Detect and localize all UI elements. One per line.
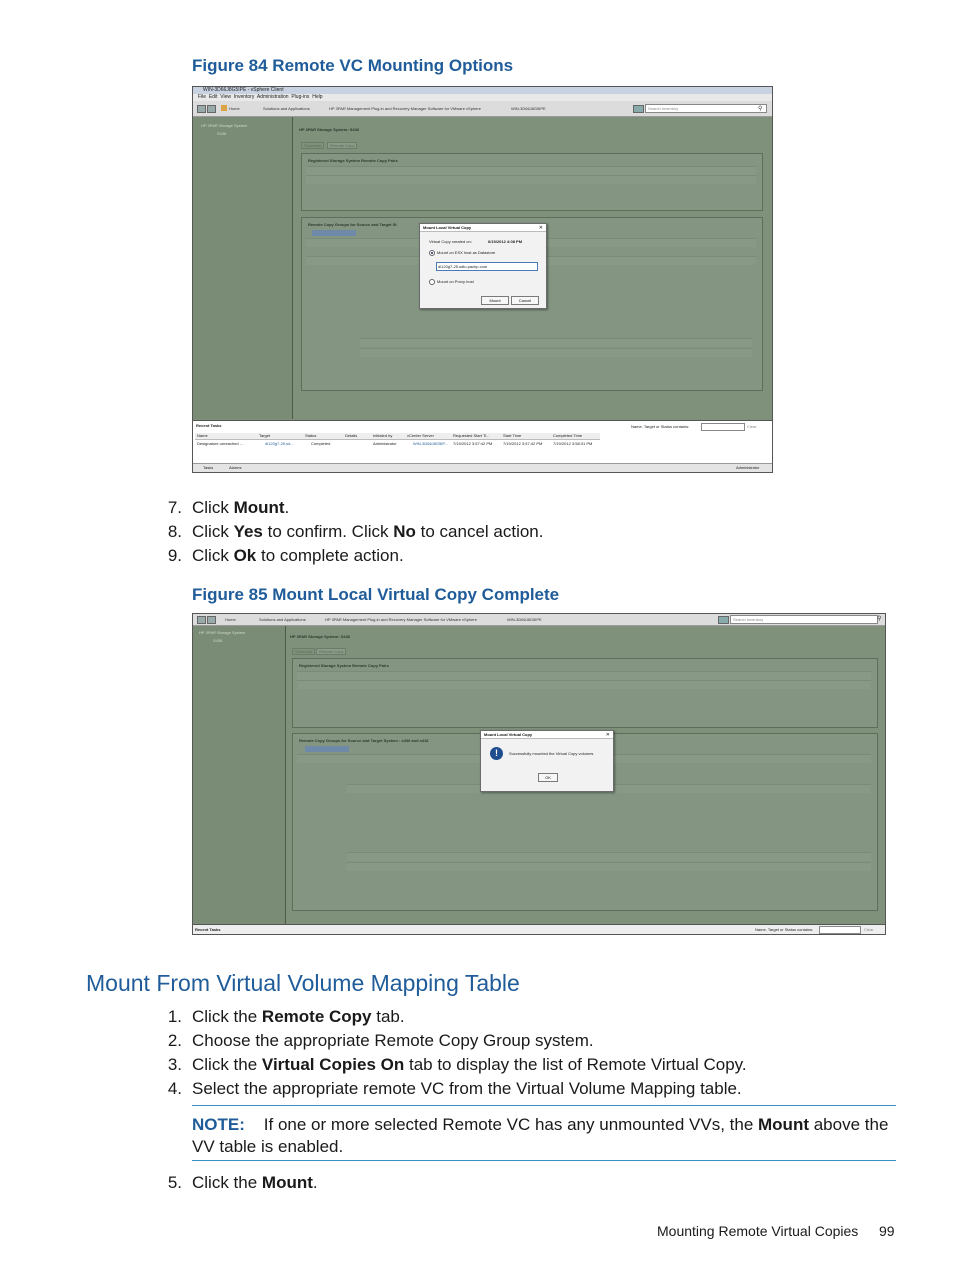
search-input[interactable]: Search Inventory <box>730 615 878 624</box>
step-bold: No <box>393 522 416 541</box>
menu-file[interactable]: File <box>198 94 207 100</box>
task-vcenter[interactable]: WIN-3D66J8G5IP... <box>413 441 448 446</box>
recent-tasks-pane <box>193 924 885 935</box>
section-heading: Mount From Virtual Volume Mapping Table <box>86 970 520 996</box>
step-text: . <box>312 1173 318 1192</box>
tree-item-s436[interactable]: S436 <box>217 131 227 136</box>
col-status[interactable]: Status <box>305 433 317 438</box>
step-text: Click <box>192 522 234 541</box>
note-label: NOTE: <box>192 1115 245 1134</box>
remote-copy-pairs-panel <box>292 658 878 728</box>
option-esx-host: Mount on ESX host as Datastore <box>437 250 496 255</box>
step-bold: Mount <box>233 498 285 517</box>
table-row[interactable] <box>347 852 871 861</box>
breadcrumb-server[interactable]: WIN-3D66J8G5IPE <box>507 617 542 622</box>
inventory-tree <box>193 117 293 419</box>
section-step-4 <box>156 1077 856 1101</box>
selected-group[interactable] <box>305 746 349 752</box>
table-row[interactable] <box>347 862 871 871</box>
forward-icon[interactable] <box>207 105 216 113</box>
task-requested: 7/19/2012 3:57:42 PM <box>453 441 493 446</box>
mount-local-vc-dialog <box>419 223 547 309</box>
status-bar <box>193 463 772 472</box>
home-icon <box>221 105 227 111</box>
note-text: above the <box>809 1115 889 1134</box>
step-bold: Mount <box>261 1173 313 1192</box>
recent-tasks-title: Recent Tasks <box>195 927 221 932</box>
status-user: Administrator <box>736 465 760 470</box>
menu-edit[interactable]: Edit <box>208 94 218 100</box>
breadcrumb-solutions[interactable]: Solutions and Applications <box>263 106 310 111</box>
breadcrumb-plugin[interactable]: HP 3PAR Management Plug-in and Recovery Manager Software for VMware vSphere <box>329 106 481 111</box>
task-status: Completed <box>311 441 331 446</box>
clear-link[interactable]: Clear <box>747 424 757 429</box>
task-initiator: Administrator <box>373 441 397 446</box>
breadcrumb-home[interactable]: Home <box>225 617 236 622</box>
section-step-3 <box>156 1053 856 1077</box>
step-number: 7. <box>167 498 182 517</box>
tree-item-storage-system[interactable]: HP 3PAR Storage System <box>199 630 246 635</box>
step-text: Choose the appropriate Remote Copy Group system. <box>192 1031 594 1050</box>
search-scope-icon[interactable] <box>633 105 644 113</box>
forward-icon[interactable] <box>207 616 216 624</box>
step-bold: Ok <box>233 546 257 565</box>
task-name: Designatore unreached ... <box>197 441 244 446</box>
menu-view[interactable]: View <box>220 94 231 100</box>
dialog-title: Mount Local Virtual Copy <box>481 731 613 739</box>
note-bold: Mount <box>758 1115 809 1134</box>
step-text: tab to display the list of Remote Virtual Copy. <box>404 1055 747 1074</box>
breadcrumb-solutions[interactable]: Solutions and Applications <box>259 617 306 622</box>
radio-esx-host[interactable] <box>429 250 435 256</box>
step-9 <box>156 544 756 568</box>
step-text: to cancel action. <box>415 522 544 541</box>
inventory-tree <box>193 626 286 924</box>
menu-plugins[interactable]: Plug-ins <box>291 94 310 100</box>
panel1-title: Registered Storage System Remote Copy Pairs <box>299 663 389 668</box>
search-icon[interactable]: ⚲ <box>877 616 882 622</box>
step-text: to confirm. Click <box>262 522 394 541</box>
recent-tasks-title: Recent Tasks <box>196 423 222 428</box>
table-row[interactable] <box>360 338 752 347</box>
step-bold: Remote Copy <box>261 1007 372 1026</box>
step-number: 5. <box>167 1173 182 1192</box>
filter-input[interactable] <box>819 926 861 934</box>
col-completed[interactable]: Completed Time <box>553 433 583 438</box>
task-completed: 7/19/2012 3:58:31 PM <box>553 441 593 446</box>
figure-85-screenshot <box>192 613 886 935</box>
selected-group[interactable] <box>312 230 356 236</box>
panel2-title: Remote Copy Groups for Source and Target System : s436 and s416 <box>299 738 429 743</box>
status-tasks[interactable]: Tasks <box>203 465 214 470</box>
step-text: Click <box>192 498 234 517</box>
filter-label: Name, Target or Status contains: <box>755 927 814 932</box>
status-alarms[interactable]: Alarms <box>229 465 242 470</box>
tab-summary[interactable]: Summary <box>301 142 324 149</box>
back-icon[interactable] <box>197 616 206 624</box>
menu-inventory[interactable]: Inventory <box>233 94 255 100</box>
panel1-title: Registered Storage System Remote Copy Pairs <box>308 158 398 163</box>
menu-bar <box>193 94 772 101</box>
info-icon: ! <box>490 747 503 760</box>
col-initiated-by[interactable]: Initiated by <box>373 433 393 438</box>
mount-complete-dialog <box>480 730 614 792</box>
table-row[interactable] <box>306 166 756 175</box>
col-requested[interactable]: Requested Start Ti... <box>453 433 490 438</box>
col-name[interactable]: Name <box>197 433 208 438</box>
page-number: 99 <box>879 1223 895 1239</box>
col-start[interactable]: Start Time <box>503 433 522 438</box>
step-8 <box>156 520 756 544</box>
tab-summary[interactable]: Summary <box>292 648 315 655</box>
tab-remote-copy[interactable]: Remote Copy <box>316 648 346 655</box>
window-title: WIN-3D66J8G5IPE - vSphere Client <box>193 87 772 94</box>
created-label: Virtual Copy created on: <box>429 239 472 244</box>
note-line-2: VV table is enabled. <box>192 1137 344 1156</box>
storage-header: HP 3PAR Storage System: S436 <box>290 634 351 639</box>
filter-input[interactable] <box>701 423 745 431</box>
search-input[interactable]: Search Inventory <box>645 104 767 113</box>
breadcrumb-server[interactable]: WIN-3D66J8G5IPE <box>511 106 546 111</box>
menu-administration[interactable]: Administration <box>256 94 289 100</box>
menu-help[interactable]: Help <box>312 94 323 100</box>
step-text: Click the <box>192 1055 262 1074</box>
toolbar <box>193 101 772 117</box>
col-details[interactable]: Details <box>345 433 358 438</box>
radio-proxy-host[interactable] <box>429 279 435 285</box>
step-number: 9. <box>167 546 182 565</box>
close-icon[interactable]: ✕ <box>538 225 543 231</box>
step-text: Click <box>192 546 234 565</box>
step-text: Click the <box>192 1173 262 1192</box>
note-box <box>192 1105 896 1161</box>
tree-item-s436[interactable]: S436 <box>213 638 223 643</box>
figure-85-caption: Figure 85 Mount Local Virtual Copy Complete <box>192 585 560 604</box>
step-text: Select the appropriate remote VC from the Virtual Volume Mapping table. <box>192 1079 742 1098</box>
section-step-1 <box>156 1005 856 1029</box>
clear-link[interactable]: Clear <box>864 927 874 932</box>
breadcrumb-plugin[interactable]: HP 3PAR Management Plug-in and Recovery Manager Software for VMware vSphere <box>325 617 477 622</box>
footer-chapter: Mounting Remote Virtual Copies <box>657 1223 859 1239</box>
note-text: If one or more selected Remote VC has any unmounted VVs, the <box>263 1115 759 1134</box>
step-text: . <box>284 498 290 517</box>
table-row[interactable] <box>195 441 600 447</box>
recent-tasks-pane <box>193 420 772 464</box>
tasks-header-row <box>195 433 600 440</box>
storage-header: HP 3PAR Storage System: S436 <box>299 127 360 132</box>
toolbar <box>193 614 885 626</box>
step-bold: Virtual Copies On <box>261 1055 405 1074</box>
step-number: 1. <box>167 1007 182 1026</box>
step-7 <box>156 496 756 520</box>
table-row[interactable] <box>306 175 756 184</box>
table-row[interactable] <box>297 671 871 680</box>
table-row[interactable] <box>297 680 871 689</box>
step-text: tab. <box>371 1007 405 1026</box>
tree-item-storage-system[interactable]: HP 3PAR Storage System <box>201 123 248 128</box>
ok-button[interactable]: OK <box>538 773 558 782</box>
col-target[interactable]: Target <box>259 433 271 438</box>
created-value: 6/19/2012 4:08 PM <box>488 239 523 244</box>
search-scope-icon[interactable] <box>718 616 729 624</box>
section-step-5 <box>156 1171 856 1195</box>
step-bold: Yes <box>233 522 263 541</box>
task-start: 7/19/2012 3:57:42 PM <box>503 441 543 446</box>
col-vcenter[interactable]: vCenter Server <box>407 433 434 438</box>
section-step-2 <box>156 1029 856 1053</box>
table-row[interactable] <box>360 348 752 357</box>
breadcrumb-home[interactable]: Home <box>229 106 240 111</box>
panel2-title: Remote Copy Groups for Source and Target St <box>308 222 397 227</box>
tab-remote-copy[interactable]: Remote Copy <box>327 142 357 149</box>
step-number: 3. <box>167 1055 182 1074</box>
remote-copy-pairs-panel <box>301 153 763 211</box>
figure-84-caption: Figure 84 Remote VC Mounting Options <box>192 56 514 75</box>
dialog-title: Mount Local Virtual Copy <box>420 224 546 232</box>
figure-84-screenshot <box>192 86 773 473</box>
task-target[interactable]: dl120g7-25.sd... <box>265 441 294 446</box>
back-icon[interactable] <box>197 105 206 113</box>
note-line-1 <box>192 1114 888 1136</box>
mount-button[interactable]: Mount <box>481 296 509 305</box>
success-message: Successfully mounted the Virtual Copy volumes <box>509 751 594 756</box>
step-number: 8. <box>167 522 182 541</box>
filter-label: Name, Target or Status contains: <box>631 424 690 429</box>
step-text: to complete action. <box>256 546 404 565</box>
step-number: 2. <box>167 1031 182 1050</box>
search-icon[interactable]: ⚲ <box>758 106 763 112</box>
step-number: 4. <box>167 1079 182 1098</box>
esx-host-field[interactable]: dl120g7-25.sdlu.pachp.com <box>436 262 538 271</box>
step-text: Click the <box>192 1007 262 1026</box>
option-proxy-host: Mount on Proxy host <box>437 279 474 284</box>
cancel-button[interactable]: Cancel <box>511 296 539 305</box>
close-icon[interactable]: ✕ <box>605 732 610 738</box>
